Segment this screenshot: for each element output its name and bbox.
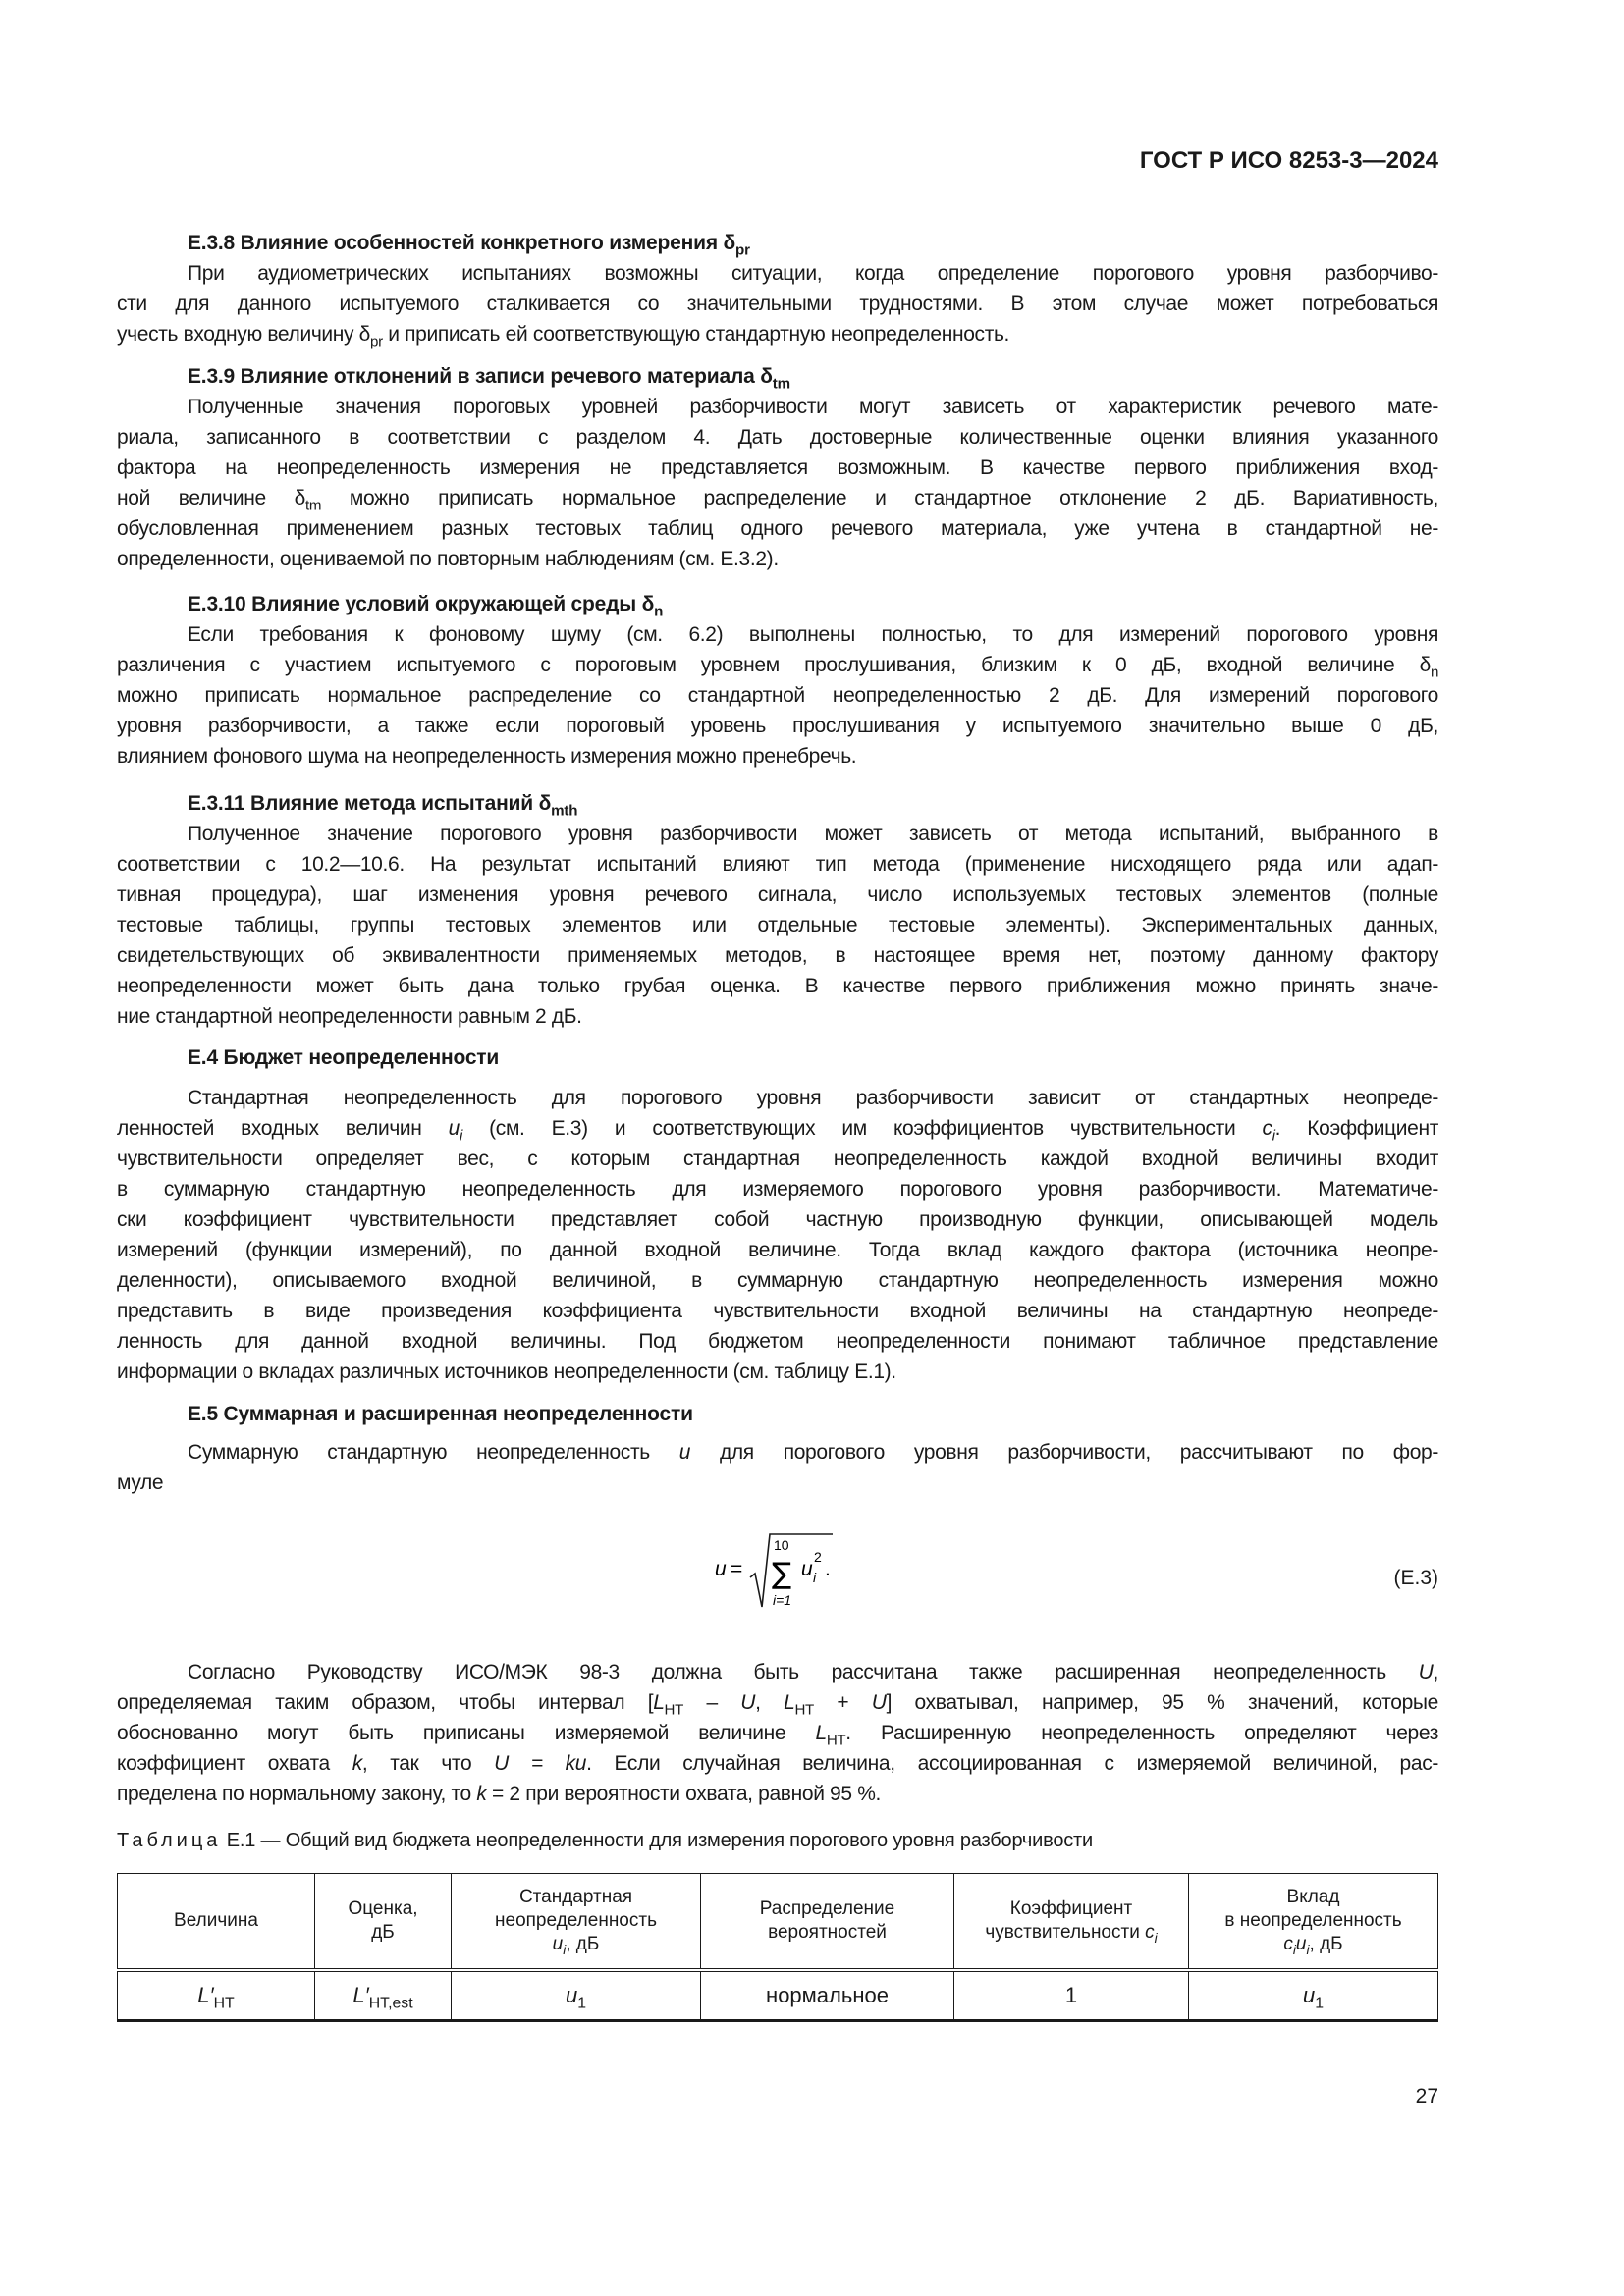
math-symbol: L — [653, 1691, 665, 1714]
text-line — [117, 650, 1438, 680]
text-run: Стандартная — [518, 1887, 633, 1907]
text-run: Стандартная неопределенность для порогового уровня разборчивости зависит от стандартных неопреде- — [188, 1087, 1438, 1109]
paragraph-expanded-uncertainty — [117, 1657, 1438, 1809]
text-line — [117, 1326, 1438, 1357]
subscript: n — [1430, 664, 1438, 681]
table-cell — [315, 1970, 452, 2021]
text-run: свидетельствующих об эквивалентности применяемых методов, в настоящее время нет, поэтому данному фактору — [117, 944, 1438, 967]
text-run: коэффициент охвата — [117, 1752, 352, 1775]
text-run: обусловленная применением разных тестовых таблиц одного речевого материала, уже учтена в стандартной не- — [117, 517, 1438, 540]
text-run: Полученные значения пороговых уровней разборчивости могут зависеть от характеристик речевого мате- — [188, 396, 1438, 418]
text-run: дБ — [371, 1922, 395, 1943]
text-run: Если требования к фоновому шуму (см. 6.2) выполнены полностью, то для измерений порогового уровня — [188, 623, 1438, 646]
section-heading — [117, 788, 1438, 819]
text-run: 1 — [1064, 1983, 1078, 2007]
column-header — [954, 1874, 1189, 1971]
text-line — [117, 1113, 1438, 1144]
text-run: вероятностей — [768, 1922, 887, 1943]
table-row — [118, 1970, 1438, 2021]
text-line — [117, 1296, 1438, 1326]
math-symbol: u — [1302, 1983, 1316, 2007]
math-symbol: U — [871, 1691, 887, 1714]
text-line — [117, 319, 1438, 349]
text-run: ски коэффициент чувствительности представляет собой частную производную функции, описывающей модель — [117, 1208, 1438, 1231]
sum-lower-limit: i=1 — [773, 1592, 792, 1608]
section-e-3-10 — [117, 589, 1438, 772]
text-run: информации о вкладах различных источников неопределенности (см. таблицу Е.1). — [117, 1361, 896, 1383]
math-symbol: L′ — [352, 1983, 369, 2007]
subscript: HT,est — [368, 1995, 413, 2012]
text-line — [117, 258, 1438, 289]
text-run: ленность для данной входной величины. Под бюджетом неопределенности понимают табличное представление — [117, 1330, 1438, 1353]
text-run: . Коэффициент — [1274, 1117, 1438, 1140]
subscript: tm — [772, 375, 790, 393]
text-run: , дБ — [1309, 1934, 1343, 1954]
text-run: муле — [117, 1471, 164, 1494]
column-header — [452, 1874, 701, 1971]
math-symbol: u — [678, 1441, 691, 1464]
text-run: . Расширенную неопределенность определяют через — [845, 1722, 1438, 1744]
table-header-row — [118, 1874, 1438, 1971]
text-run: ние стандартной неопределенности равным 2 дБ. — [117, 1005, 582, 1028]
text-line — [117, 940, 1438, 971]
text-run: учесть входную величину δ — [117, 323, 371, 346]
text-line — [117, 680, 1438, 711]
table-cell — [954, 1970, 1189, 2021]
subscript: i — [1292, 1942, 1296, 1957]
text-run: Е.3.9 Влияние отклонений в записи речевого материала δ — [188, 365, 773, 388]
subscript: tm — [304, 497, 322, 514]
text-line — [117, 741, 1438, 772]
page-number: 27 — [1415, 2085, 1438, 2108]
text-run: неопределенности может быть дана только грубая оценка. В качестве первого приближения можно принять значе- — [117, 975, 1438, 997]
text-run: неопределенность — [495, 1910, 657, 1931]
text-run: чувствительности определяет вес, с которым стандартная неопределенность каждой входной величины входит — [117, 1148, 1438, 1170]
text-run: При аудиометрических испытаниях возможны ситуации, когда определение порогового уровня разборчиво- — [188, 262, 1438, 285]
text-run: измерений (функции измерений), по данной входной величине. Тогда вклад каждого фактора (источника неопре- — [117, 1239, 1438, 1261]
section-heading — [117, 1042, 1438, 1073]
section-e-3-9 — [117, 361, 1438, 574]
formula-term-sup: 2 — [814, 1549, 822, 1565]
math-symbol: L′ — [197, 1983, 214, 2007]
table-caption — [117, 1830, 1093, 1852]
text-run: Оценка, — [348, 1898, 418, 1919]
text-run: . Если случайная величина, ассоциированная с измеряемой величиной, рас- — [586, 1752, 1438, 1775]
text-line — [117, 453, 1438, 483]
text-line — [117, 483, 1438, 513]
text-run: Полученное значение порогового уровня разборчивости может зависеть от метода испытаний, выбранного в — [188, 823, 1438, 845]
text-line — [117, 1083, 1438, 1113]
text-line — [117, 910, 1438, 940]
text-run: можно приписать нормальное распределение и стандартное отклонение 2 дБ. Вариативность, — [321, 487, 1438, 509]
text-line — [117, 1437, 1438, 1468]
text-run: обоснованно могут быть приписаны измеряемой величине — [117, 1722, 816, 1744]
section-e-5 — [117, 1399, 1438, 1498]
table-caption-label: Таблица — [117, 1830, 222, 1851]
subscript: i — [1306, 1942, 1310, 1957]
section-heading — [117, 589, 1438, 619]
section-e-3-11 — [117, 788, 1438, 1032]
text-line — [117, 1657, 1438, 1687]
text-run: влиянием фонового шума на неопределенность измерения можно пренебречь. — [117, 745, 857, 768]
text-line — [117, 1687, 1438, 1718]
text-line — [117, 880, 1438, 910]
text-run: Коэффициент — [1009, 1898, 1133, 1919]
math-symbol: u — [552, 1934, 564, 1954]
subscript: HT — [664, 1701, 683, 1719]
formula-term: u — [801, 1558, 813, 1580]
text-run: определяемая таким образом, чтобы интервал [ — [117, 1691, 654, 1714]
document-code: ГОСТ Р ИСО 8253-3—2024 — [1139, 147, 1438, 174]
text-line — [117, 819, 1438, 849]
text-line — [117, 1718, 1438, 1748]
math-symbol: c — [1262, 1117, 1272, 1140]
text-run: тивная процедура), шаг изменения уровня речевого сигнала, число используемых тестовых элементов (полные — [117, 883, 1438, 906]
text-line — [117, 1144, 1438, 1174]
section-heading — [117, 1399, 1438, 1429]
text-run: Е.4 Бюджет неопределенности — [188, 1046, 500, 1069]
text-line — [117, 513, 1438, 544]
subscript: HT — [794, 1701, 814, 1719]
table-caption-text: Е.1 — Общий вид бюджета неопределенности для измерения порогового уровня разборчивости — [221, 1830, 1093, 1851]
text-line — [117, 422, 1438, 453]
text-run: в суммарную стандартную неопределенность для измеряемого порогового уровня разборчивости. Математиче- — [117, 1178, 1438, 1201]
text-run: + — [813, 1691, 872, 1714]
subscript: HT — [213, 1995, 235, 2012]
text-run: , дБ — [566, 1934, 600, 1954]
text-run: тестовые таблицы, группы тестовых элементов или отдельные тестовые элементы). Экспериментальных данных, — [117, 914, 1438, 936]
text-run: различения с участием испытуемого с пороговым уровнем прослушивания, близким к 0 дБ, входной величине δ — [117, 654, 1431, 676]
text-run: ной величине δ — [117, 487, 305, 509]
text-line — [117, 1779, 1438, 1809]
text-line — [117, 1204, 1438, 1235]
math-symbol: c — [1283, 1934, 1293, 1954]
text-line — [117, 1235, 1438, 1265]
math-symbol: c — [1145, 1922, 1155, 1943]
text-line — [117, 971, 1438, 1001]
text-run: пределена по нормальному закону, то — [117, 1783, 477, 1805]
text-run: Распределение — [759, 1898, 895, 1919]
column-header — [1189, 1874, 1438, 1971]
math-symbol: L — [784, 1691, 795, 1714]
text-run: для порогового уровня разборчивости, рассчитывают по фор- — [690, 1441, 1438, 1464]
text-run: , так что — [361, 1752, 495, 1775]
text-run: ленностей входных величин — [117, 1117, 449, 1140]
section-heading — [117, 228, 1438, 258]
text-run: нормальное — [766, 1983, 889, 2007]
text-run: Согласно Руководству ИСО/МЭК 98-3 должна быть рассчитана также расширенная неопределенность — [188, 1661, 1419, 1683]
text-line — [117, 392, 1438, 422]
formula-eq: = — [731, 1558, 743, 1580]
column-header — [315, 1874, 452, 1971]
text-run: можно приписать нормальное распределение со стандартной неопределенностью 2 дБ. Для измерений порогового — [117, 684, 1438, 707]
text-run: , — [1433, 1661, 1438, 1683]
text-run: определенности, оцениваемой по повторным наблюдениям (см. Е.3.2). — [117, 548, 779, 570]
text-line — [117, 849, 1438, 880]
text-line — [117, 1174, 1438, 1204]
column-header — [701, 1874, 954, 1971]
text-line — [117, 1265, 1438, 1296]
text-run: фактора на неопределенность измерения не представляется возможным. В качестве первого приближения вход- — [117, 456, 1438, 479]
math-symbol: U — [740, 1691, 756, 1714]
table-cell — [701, 1970, 954, 2021]
section-e-4 — [117, 1042, 1438, 1387]
subscript: mth — [551, 802, 578, 820]
math-symbol: k — [352, 1752, 362, 1775]
math-symbol: U — [1418, 1661, 1434, 1683]
table-cell — [452, 1970, 701, 2021]
text-line — [117, 1468, 1438, 1498]
text-line — [117, 289, 1438, 319]
text-run: сти для данного испытуемого сталкивается со значительными трудностями. В этом случае может потребоваться — [117, 293, 1438, 315]
table-cell — [118, 1970, 315, 2021]
text-run: Е.5 Суммарная и расширенная неопределенности — [188, 1403, 693, 1425]
math-symbol: L — [815, 1722, 827, 1744]
text-run: Суммарную стандартную неопределенность — [188, 1441, 679, 1464]
text-run: (см. Е.3) и соответствующих им коэффициентов чувствительности — [462, 1117, 1263, 1140]
text-run: и приписать ей соответствующую стандартную неопределенность. — [382, 323, 1010, 346]
text-run: ] охватывал, например, 95 % значений, которые — [886, 1691, 1438, 1714]
text-run: риала, записанного в соответствии с разделом 4. Дать достоверные количественные оценки влияния указанного — [117, 426, 1438, 449]
math-symbol: u — [1295, 1934, 1307, 1954]
column-header — [118, 1874, 315, 1971]
subscript: i — [1154, 1930, 1158, 1946]
text-line — [117, 1001, 1438, 1032]
text-run: = 2 при вероятности охвата, равной 95 %. — [486, 1783, 882, 1805]
subscript: i — [1272, 1127, 1275, 1145]
text-line — [117, 544, 1438, 574]
formula-term-sub: i — [813, 1570, 817, 1585]
text-run: в неопределенность — [1224, 1910, 1402, 1931]
subscript: i — [460, 1127, 463, 1145]
formula-lhs: u — [715, 1558, 727, 1580]
text-run: – — [683, 1691, 741, 1714]
text-line — [117, 711, 1438, 741]
text-run: чувствительности — [985, 1922, 1146, 1943]
subscript: 1 — [577, 1995, 587, 2012]
text-run: Е.3.10 Влияние условий окружающей среды δ — [188, 593, 655, 615]
subscript: n — [654, 603, 664, 620]
subscript: HT — [826, 1732, 846, 1749]
subscript: i — [563, 1942, 567, 1957]
text-line — [117, 1357, 1438, 1387]
table-cell — [1189, 1970, 1438, 2021]
text-line — [117, 619, 1438, 650]
math-symbol: U = ku — [494, 1752, 587, 1775]
text-run: деленности), описываемого входной величиной, в суммарную стандартную неопределенность измерения можно — [117, 1269, 1438, 1292]
text-run: Величина — [174, 1910, 258, 1931]
text-run: Е.3.8 Влияние особенностей конкретного измерения δ — [188, 232, 736, 254]
uncertainty-budget-table — [117, 1873, 1438, 2022]
subscript: pr — [370, 333, 383, 350]
text-run: , — [755, 1691, 785, 1714]
math-symbol: u — [448, 1117, 460, 1140]
subscript: pr — [735, 241, 750, 259]
text-run: уровня разборчивости, а также если пороговый уровень прослушивания у испытуемого значительно выше 0 дБ, — [117, 715, 1438, 737]
text-run: Вклад — [1286, 1887, 1340, 1907]
text-run: Е.3.11 Влияние метода испытаний δ — [188, 792, 552, 815]
text-line — [117, 1748, 1438, 1779]
formula-graphic — [715, 1526, 1009, 1620]
sum-upper-limit: 10 — [774, 1537, 789, 1553]
section-heading — [117, 361, 1438, 392]
subscript: 1 — [1315, 1995, 1325, 2012]
formula-number: (Е.3) — [1393, 1567, 1438, 1589]
text-run: соответствии с 10.2—10.6. На результат испытаний влияют тип метода (применение нисходящего ряда или адап- — [117, 853, 1438, 876]
text-run: представить в виде произведения коэффициента чувствительности входной величины на стандартную неопреде- — [117, 1300, 1438, 1322]
section-e-3-8 — [117, 228, 1438, 349]
formula-end: . — [825, 1558, 831, 1580]
math-symbol: u — [565, 1983, 578, 2007]
sum-sign: ∑ — [772, 1557, 792, 1591]
math-symbol: k — [476, 1783, 487, 1805]
